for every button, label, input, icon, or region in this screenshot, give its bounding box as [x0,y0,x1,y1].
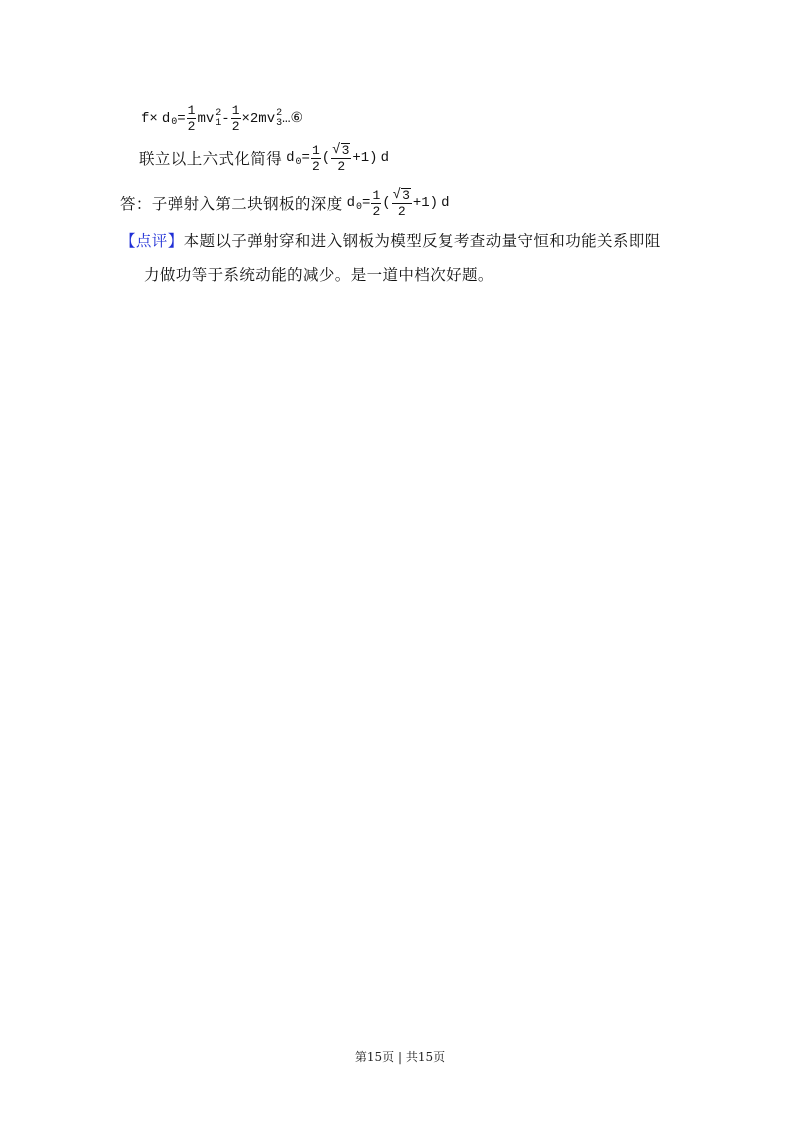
eq-frac-half-2: $\frac{1}{2}$ [231,103,240,134]
simplify-formula: d 0 = $\frac{1}{2}$ ( √ 3 2 +1) d [286,142,389,174]
eq-mv: mv [197,110,215,127]
eq-d: d [161,110,171,127]
comment-text-1: 本题以子弹射穿和进入钢板为模型反复考查动量守恒和功能关系即阻 [183,232,661,250]
eq-v1-sq: 2 1 [215,107,222,129]
sqrt3-over-2: √ 3 2 [332,142,350,174]
comment-line-1 [120,229,661,251]
equation-6 [141,104,303,133]
eq-equals: = [177,110,186,127]
page-footer: 第15页 | 共15页 [354,1050,446,1064]
eq-times: × [149,110,158,127]
comment-badge: 【点评】 [120,232,184,250]
answer-text: 答：子弹射入第二块钢板的深度 [120,195,343,213]
eq-minus: - [221,110,230,127]
simplify-line [139,143,389,173]
eq-v3-sq: 2 3 [276,107,283,129]
eq-tail-marker: …⑥ [282,111,304,127]
simplify-text: 联立以上六式化简得 [139,150,283,168]
comment-text-2: 力做功等于系统动能的减少。是一道中档次好题。 [144,266,494,284]
eq-times-2: × [241,110,250,127]
eq-2mv: 2mv [249,110,276,127]
eq-frac-half-1: $\frac{1}{2}$ [187,103,196,134]
eq-sub0: 0 [171,117,178,128]
eq-f: f [141,110,150,127]
answer-line [120,188,450,218]
answer-formula: d 0 = $\frac{1}{2}$ ( √ 3 2 +1) d [346,187,450,219]
comment-line-2 [144,263,494,285]
